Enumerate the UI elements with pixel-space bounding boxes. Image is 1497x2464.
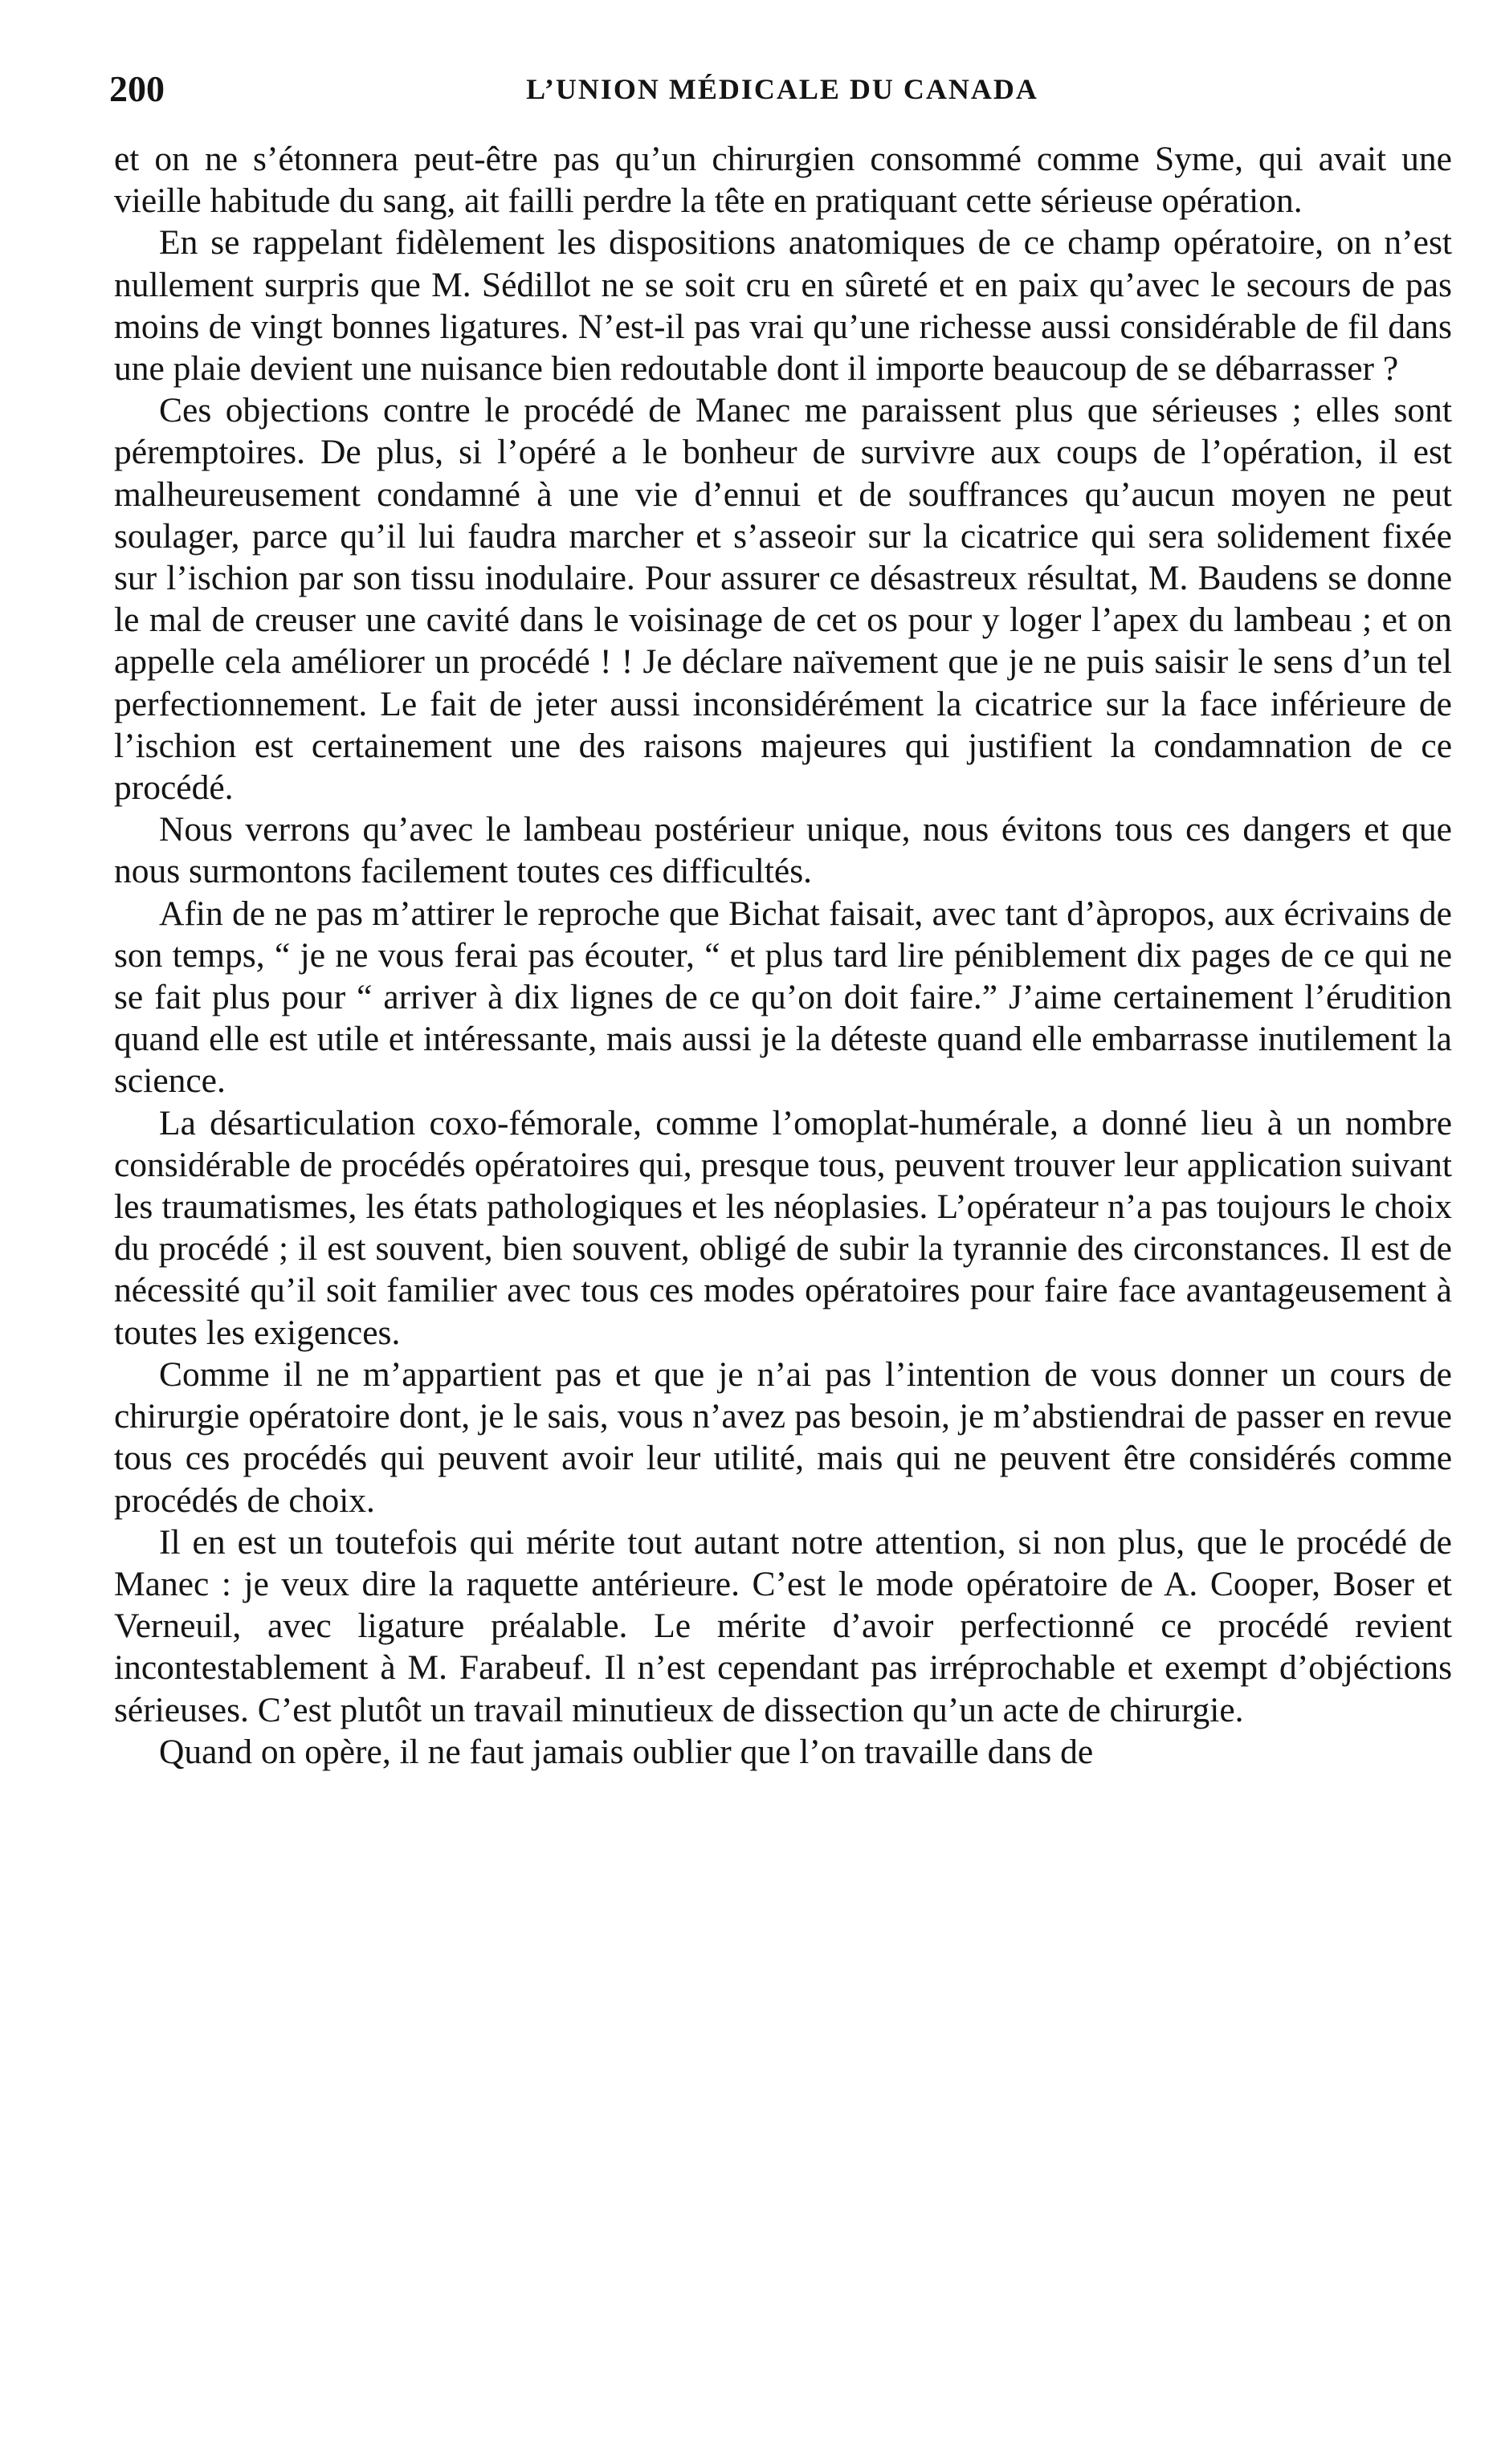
paragraph-continued: et on ne s’étonnera peut-être pas qu’un chirurgien consommé comme Syme, qui avait une vieille habitude du sang, ait failli perdre la tête en pratiquant cette sérieuse opération. (114, 140, 1452, 221)
paragraph: En se rappelant fidèlement les dispositions anatomiques de ce champ opératoire, on n’est nullement surpris que M. Sédillot ne se soit cru en sûreté et en paix qu’avec le secours de pas moins de vingt bonnes ligatures. N’est-il pas vrai qu’une richesse aussi considérable de fil dans une plaie devient une nuisance bien redoutable dont il importe beaucoup de se débarrasser ? (114, 223, 1452, 389)
paragraph: La désarticulation coxo-fémorale, comme l’omoplat-humérale, a donné lieu à un nombre considérable de procédés opératoires qui, presque tous, peuvent trouver leur application suivant les traumatismes, les états pathologiques et les néoplasies. L’opérateur n’a pas toujours le choix du procédé ; il est souvent, bien souvent, obligé de subir la tyrannie des circonstances. Il est de nécessité qu’il soit familier avec tous ces modes opératoires pour faire face avantageusement à toutes les exigences. (114, 1103, 1452, 1352)
page-number: 200 (109, 68, 165, 109)
body-text (114, 138, 1452, 1773)
paragraph: Comme il ne m’appartient pas et que je n’ai pas l’intention de vous donner un cours de chirurgie opératoire dont, je le sais, vous n’avez pas besoin, je m’abstiendrai de passer en revue tous ces procédés qui peuvent avoir leur utilité, mais qui ne peuvent être considérés comme procédés de choix. (114, 1354, 1452, 1520)
running-title: L’UNION MÉDICALE DU CANADA (526, 73, 1038, 105)
paragraph: Nous verrons qu’avec le lambeau postérieur unique, nous évitons tous ces dangers et que nous surmontons facilement toutes ces difficultés. (114, 810, 1452, 891)
page-header (109, 63, 1455, 116)
paragraph-continues: Quand on opère, il ne faut jamais oublier que l’on travaille dans de (159, 1732, 1094, 1771)
paragraph: Afin de ne pas m’attirer le reproche que Bichat faisait, avec tant d’àpropos, aux écrivains de son temps, “ je ne vous ferai pas écouter, “ et plus tard lire péniblement dix pages de ce qui ne se fait plus pour “ arriver à dix lignes de ce qu’on doit faire.” J’aime certainement l’érudition quand elle est utile et intéressante, mais aussi je la déteste quand elle embarrasse inutilement la science. (114, 894, 1452, 1101)
paragraph: Ces objections contre le procédé de Manec me paraissent plus que sérieuses ; elles sont péremptoires. De plus, si l’opéré a le bonheur de survivre aux coups de l’opération, il est malheureusement condamné à une vie d’ennui et de souffrances qu’aucun moyen ne peut soulager, parce qu’il lui faudra marcher et s’asseoir sur la cicatrice qui sera solidement fixée sur l’ischion par son tissu inodulaire. Pour assurer ce désastreux résultat, M. Baudens se donne le mal de creuser une cavité dans le voisinage de cet os pour y loger l’apex du lambeau ; et on appelle cela améliorer un procédé ! ! Je déclare naïvement que je ne puis saisir le sens d’un tel perfectionnement. Le fait de jeter aussi inconsidérément la cicatrice sur la face inférieure de l’ischion est certainement une des raisons majeures qui justifient la condamnation de ce procédé. (114, 391, 1452, 808)
paragraph: Il en est un toutefois qui mérite tout autant notre attention, si non plus, que le procédé de Manec : je veux dire la raquette antérieure. C’est le mode opératoire de A. Cooper, Boser et Verneuil, avec ligature préalable. Le mérite d’avoir perfectionné ce procédé revient incontestablement à M. Farabeuf. Il n’est cependant pas irréprochable et exempt d’objéctions sérieuses. C’est plutôt un travail minutieux de dissection qu’un acte de chirurgie. (114, 1522, 1452, 1729)
